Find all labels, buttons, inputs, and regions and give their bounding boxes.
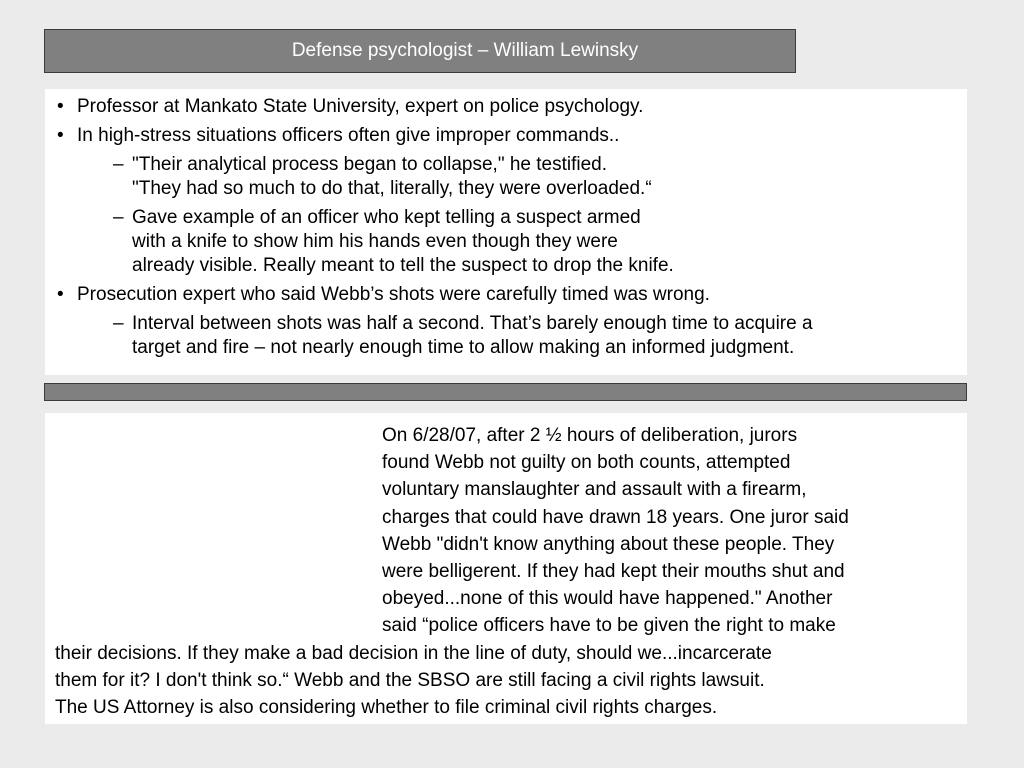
verdict-line: obeyed...none of this would have happened." Another [382,588,833,610]
bullet-panel [45,89,967,375]
verdict-line: voluntary manslaughter and assault with a firearm, [382,479,807,501]
dash-marker: – [113,154,124,175]
sub-bullet-shot-interval [45,312,813,360]
sub-bullet-line: Gave example of an officer who kept telling a suspect armed [132,207,641,228]
bullet-item-high-stress [45,124,813,148]
sub-bullet-line: target and fire – not nearly enough time to allow making an informed judgment. [132,337,795,358]
sub-bullet-line: with a knife to show him his hands even though they were [132,231,618,252]
verdict-panel [45,413,967,724]
verdict-line: found Webb not guilty on both counts, attempted [382,452,791,474]
verdict-line: their decisions. If they make a bad decision in the line of duty, should we...incarcerate [55,642,772,664]
verdict-line: charges that could have drawn 18 years. One juror said [382,506,849,528]
sub-bullet-knife-example [45,206,813,278]
sub-bullet-line: already visible. Really meant to tell the suspect to drop the knife. [132,255,674,276]
verdict-line: On 6/28/07, after 2 ½ hours of deliberation, jurors [382,425,798,446]
dash-marker: – [113,313,124,334]
dash-marker: – [113,207,124,228]
bullet-marker: • [57,284,64,305]
bullet-marker: • [57,96,64,117]
sub-bullet-line: Interval between shots was half a second. That’s barely enough time to acquire a [132,313,813,334]
title-bar [44,29,796,73]
bullet-marker: • [57,125,64,146]
bullet-text: Professor at Mankato State University, expert on police psychology. [77,96,644,117]
verdict-line: them for it? I don't think so.“ Webb and the SBSO are still facing a civil rights lawsuit. [55,669,765,691]
verdict-line: The US Attorney is also considering whether to file criminal civil rights charges. [55,697,718,719]
sub-bullet-line: "They had so much to do that, literally, they were overloaded.“ [132,178,652,199]
slide-title: Defense psychologist – William Lewinsky [291,40,639,61]
verdict-line: said “police officers have to be given the right to make [382,615,836,637]
sub-bullet-analytical-process [45,153,813,201]
bullet-text: Prosecution expert who said Webb’s shots were carefully timed was wrong. [77,284,710,305]
bullet-item-professor [45,95,813,119]
divider-bar [44,383,967,401]
bullet-item-prosecution-expert [45,283,813,307]
verdict-paragraph [55,422,849,721]
bullet-text: In high-stress situations officers often give improper commands.. [77,125,620,146]
bullet-list [45,95,813,365]
verdict-line: Webb "didn't know anything about these people. They [382,533,835,555]
verdict-line: were belligerent. If they had kept their mouths shut and [382,561,845,583]
sub-bullet-line: "Their analytical process began to collapse," he testified. [132,154,608,175]
